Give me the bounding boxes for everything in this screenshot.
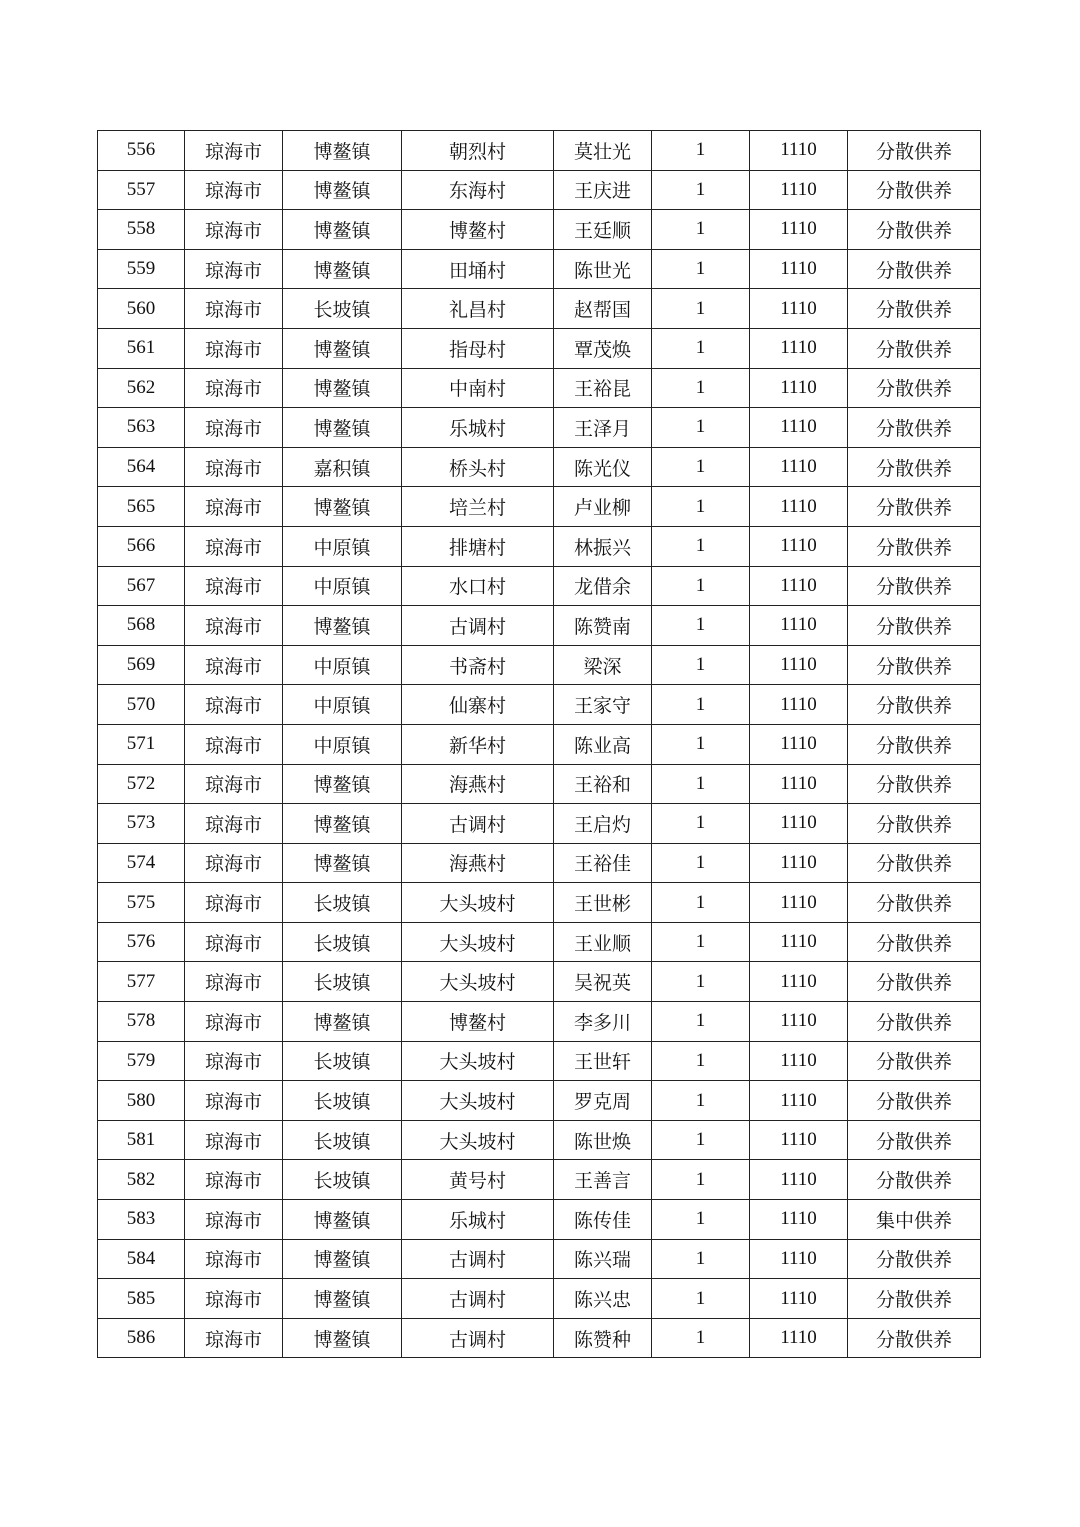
cell-name: 王庆进 <box>554 170 652 210</box>
cell-support-type: 分散供养 <box>848 487 981 527</box>
cell-amount: 1110 <box>750 883 848 923</box>
cell-support-type: 分散供养 <box>848 526 981 566</box>
cell-support-type: 分散供养 <box>848 1120 981 1160</box>
cell-city: 琼海市 <box>185 962 283 1002</box>
cell-name: 陈赞种 <box>554 1318 652 1358</box>
table-row <box>98 170 981 210</box>
cell-town: 长坡镇 <box>283 962 402 1002</box>
cell-city: 琼海市 <box>185 1081 283 1121</box>
cell-amount: 1110 <box>750 764 848 804</box>
cell-village: 乐城村 <box>402 408 554 448</box>
cell-village: 田埇村 <box>402 249 554 289</box>
cell-serial-number: 575 <box>98 883 185 923</box>
cell-count: 1 <box>652 487 750 527</box>
cell-town: 博鳌镇 <box>283 249 402 289</box>
cell-serial-number: 570 <box>98 685 185 725</box>
cell-city: 琼海市 <box>185 685 283 725</box>
cell-name: 赵帮国 <box>554 289 652 329</box>
cell-support-type: 分散供养 <box>848 685 981 725</box>
table-row <box>98 1318 981 1358</box>
cell-town: 博鳌镇 <box>283 408 402 448</box>
cell-name: 王启灼 <box>554 804 652 844</box>
cell-town: 博鳌镇 <box>283 131 402 171</box>
cell-village: 乐城村 <box>402 1200 554 1240</box>
cell-count: 1 <box>652 1081 750 1121</box>
table-row <box>98 1239 981 1279</box>
cell-amount: 1110 <box>750 1041 848 1081</box>
cell-count: 1 <box>652 1279 750 1319</box>
table-row <box>98 922 981 962</box>
table-row <box>98 249 981 289</box>
cell-count: 1 <box>652 408 750 448</box>
cell-amount: 1110 <box>750 328 848 368</box>
cell-serial-number: 572 <box>98 764 185 804</box>
table-row <box>98 566 981 606</box>
cell-serial-number: 579 <box>98 1041 185 1081</box>
cell-city: 琼海市 <box>185 210 283 250</box>
cell-village: 古调村 <box>402 1239 554 1279</box>
cell-village: 仙寨村 <box>402 685 554 725</box>
cell-name: 王泽月 <box>554 408 652 448</box>
cell-count: 1 <box>652 170 750 210</box>
cell-serial-number: 569 <box>98 645 185 685</box>
cell-serial-number: 576 <box>98 922 185 962</box>
table-row <box>98 289 981 329</box>
cell-support-type: 分散供养 <box>848 328 981 368</box>
cell-town: 博鳌镇 <box>283 1002 402 1042</box>
cell-town: 长坡镇 <box>283 922 402 962</box>
cell-village: 博鳌村 <box>402 1002 554 1042</box>
cell-serial-number: 560 <box>98 289 185 329</box>
cell-count: 1 <box>652 1239 750 1279</box>
cell-amount: 1110 <box>750 922 848 962</box>
cell-amount: 1110 <box>750 566 848 606</box>
cell-amount: 1110 <box>750 1120 848 1160</box>
cell-support-type: 分散供养 <box>848 1081 981 1121</box>
table-row <box>98 1160 981 1200</box>
cell-town: 长坡镇 <box>283 1041 402 1081</box>
cell-amount: 1110 <box>750 1002 848 1042</box>
cell-city: 琼海市 <box>185 1239 283 1279</box>
cell-count: 1 <box>652 645 750 685</box>
cell-support-type: 分散供养 <box>848 922 981 962</box>
cell-support-type: 分散供养 <box>848 131 981 171</box>
cell-name: 王廷顺 <box>554 210 652 250</box>
cell-name: 陈业高 <box>554 724 652 764</box>
cell-village: 指母村 <box>402 328 554 368</box>
cell-city: 琼海市 <box>185 566 283 606</box>
table-row <box>98 1120 981 1160</box>
cell-name: 王裕和 <box>554 764 652 804</box>
cell-village: 大头坡村 <box>402 1081 554 1121</box>
cell-support-type: 集中供养 <box>848 1200 981 1240</box>
cell-town: 博鳌镇 <box>283 1239 402 1279</box>
cell-amount: 1110 <box>750 1081 848 1121</box>
cell-name: 陈赞南 <box>554 606 652 646</box>
cell-serial-number: 561 <box>98 328 185 368</box>
cell-count: 1 <box>652 685 750 725</box>
cell-name: 梁深 <box>554 645 652 685</box>
cell-count: 1 <box>652 447 750 487</box>
cell-amount: 1110 <box>750 408 848 448</box>
cell-town: 博鳌镇 <box>283 368 402 408</box>
cell-town: 长坡镇 <box>283 1120 402 1160</box>
cell-serial-number: 559 <box>98 249 185 289</box>
cell-village: 书斋村 <box>402 645 554 685</box>
cell-serial-number: 583 <box>98 1200 185 1240</box>
cell-serial-number: 564 <box>98 447 185 487</box>
cell-count: 1 <box>652 1200 750 1240</box>
table-row <box>98 1041 981 1081</box>
table-row <box>98 210 981 250</box>
cell-count: 1 <box>652 131 750 171</box>
cell-name: 李多川 <box>554 1002 652 1042</box>
cell-village: 大头坡村 <box>402 1041 554 1081</box>
cell-city: 琼海市 <box>185 645 283 685</box>
cell-support-type: 分散供养 <box>848 883 981 923</box>
cell-city: 琼海市 <box>185 1002 283 1042</box>
cell-town: 博鳌镇 <box>283 1200 402 1240</box>
cell-village: 大头坡村 <box>402 922 554 962</box>
cell-city: 琼海市 <box>185 606 283 646</box>
cell-city: 琼海市 <box>185 1200 283 1240</box>
cell-name: 王世彬 <box>554 883 652 923</box>
cell-name: 陈世焕 <box>554 1120 652 1160</box>
cell-village: 海燕村 <box>402 764 554 804</box>
cell-village: 培兰村 <box>402 487 554 527</box>
cell-city: 琼海市 <box>185 487 283 527</box>
cell-village: 中南村 <box>402 368 554 408</box>
cell-city: 琼海市 <box>185 447 283 487</box>
cell-name: 王裕佳 <box>554 843 652 883</box>
cell-count: 1 <box>652 210 750 250</box>
table-row <box>98 328 981 368</box>
cell-town: 长坡镇 <box>283 1160 402 1200</box>
cell-name: 陈光仪 <box>554 447 652 487</box>
table-row <box>98 883 981 923</box>
cell-count: 1 <box>652 922 750 962</box>
cell-name: 陈兴瑞 <box>554 1239 652 1279</box>
cell-amount: 1110 <box>750 804 848 844</box>
table-row <box>98 962 981 1002</box>
cell-serial-number: 563 <box>98 408 185 448</box>
cell-town: 中原镇 <box>283 685 402 725</box>
cell-amount: 1110 <box>750 1200 848 1240</box>
cell-count: 1 <box>652 606 750 646</box>
table-row <box>98 685 981 725</box>
cell-serial-number: 586 <box>98 1318 185 1358</box>
cell-serial-number: 573 <box>98 804 185 844</box>
cell-support-type: 分散供养 <box>848 566 981 606</box>
cell-city: 琼海市 <box>185 289 283 329</box>
cell-city: 琼海市 <box>185 170 283 210</box>
cell-amount: 1110 <box>750 1160 848 1200</box>
table-row <box>98 131 981 171</box>
table-row <box>98 606 981 646</box>
cell-serial-number: 566 <box>98 526 185 566</box>
cell-town: 嘉积镇 <box>283 447 402 487</box>
cell-town: 博鳌镇 <box>283 328 402 368</box>
cell-serial-number: 582 <box>98 1160 185 1200</box>
cell-count: 1 <box>652 1318 750 1358</box>
cell-town: 长坡镇 <box>283 1081 402 1121</box>
cell-serial-number: 571 <box>98 724 185 764</box>
cell-support-type: 分散供养 <box>848 289 981 329</box>
cell-name: 覃茂焕 <box>554 328 652 368</box>
cell-village: 新华村 <box>402 724 554 764</box>
table-row <box>98 368 981 408</box>
cell-city: 琼海市 <box>185 804 283 844</box>
cell-amount: 1110 <box>750 487 848 527</box>
table-row <box>98 447 981 487</box>
table-row <box>98 487 981 527</box>
cell-serial-number: 558 <box>98 210 185 250</box>
cell-amount: 1110 <box>750 210 848 250</box>
cell-support-type: 分散供养 <box>848 1318 981 1358</box>
cell-village: 古调村 <box>402 1318 554 1358</box>
cell-city: 琼海市 <box>185 1279 283 1319</box>
cell-support-type: 分散供养 <box>848 843 981 883</box>
cell-amount: 1110 <box>750 1318 848 1358</box>
cell-name: 王业顺 <box>554 922 652 962</box>
cell-support-type: 分散供养 <box>848 249 981 289</box>
cell-town: 博鳌镇 <box>283 606 402 646</box>
cell-count: 1 <box>652 368 750 408</box>
cell-support-type: 分散供养 <box>848 606 981 646</box>
cell-serial-number: 585 <box>98 1279 185 1319</box>
cell-town: 博鳌镇 <box>283 170 402 210</box>
cell-amount: 1110 <box>750 645 848 685</box>
cell-city: 琼海市 <box>185 368 283 408</box>
cell-serial-number: 578 <box>98 1002 185 1042</box>
cell-count: 1 <box>652 764 750 804</box>
cell-name: 王世轩 <box>554 1041 652 1081</box>
cell-serial-number: 567 <box>98 566 185 606</box>
cell-count: 1 <box>652 1002 750 1042</box>
cell-count: 1 <box>652 804 750 844</box>
table-row <box>98 1002 981 1042</box>
cell-name: 龙借余 <box>554 566 652 606</box>
cell-town: 长坡镇 <box>283 289 402 329</box>
cell-amount: 1110 <box>750 685 848 725</box>
cell-village: 博鳌村 <box>402 210 554 250</box>
table-row <box>98 804 981 844</box>
cell-village: 古调村 <box>402 1279 554 1319</box>
cell-town: 长坡镇 <box>283 883 402 923</box>
cell-village: 礼昌村 <box>402 289 554 329</box>
table-body <box>98 131 981 1358</box>
cell-serial-number: 574 <box>98 843 185 883</box>
cell-support-type: 分散供养 <box>848 1160 981 1200</box>
cell-city: 琼海市 <box>185 408 283 448</box>
cell-serial-number: 581 <box>98 1120 185 1160</box>
table-row <box>98 764 981 804</box>
cell-support-type: 分散供养 <box>848 962 981 1002</box>
cell-count: 1 <box>652 249 750 289</box>
cell-city: 琼海市 <box>185 1041 283 1081</box>
cell-support-type: 分散供养 <box>848 804 981 844</box>
cell-amount: 1110 <box>750 170 848 210</box>
cell-support-type: 分散供养 <box>848 764 981 804</box>
cell-city: 琼海市 <box>185 131 283 171</box>
cell-city: 琼海市 <box>185 883 283 923</box>
cell-name: 吴祝英 <box>554 962 652 1002</box>
cell-name: 陈世光 <box>554 249 652 289</box>
cell-city: 琼海市 <box>185 1318 283 1358</box>
cell-support-type: 分散供养 <box>848 447 981 487</box>
cell-amount: 1110 <box>750 1279 848 1319</box>
cell-town: 博鳌镇 <box>283 210 402 250</box>
cell-village: 大头坡村 <box>402 883 554 923</box>
cell-support-type: 分散供养 <box>848 724 981 764</box>
cell-support-type: 分散供养 <box>848 645 981 685</box>
table-row <box>98 724 981 764</box>
cell-village: 大头坡村 <box>402 962 554 1002</box>
cell-town: 博鳌镇 <box>283 487 402 527</box>
cell-amount: 1110 <box>750 249 848 289</box>
cell-name: 王裕昆 <box>554 368 652 408</box>
cell-serial-number: 565 <box>98 487 185 527</box>
cell-name: 莫壮光 <box>554 131 652 171</box>
cell-amount: 1110 <box>750 131 848 171</box>
cell-amount: 1110 <box>750 368 848 408</box>
cell-amount: 1110 <box>750 724 848 764</box>
cell-village: 古调村 <box>402 606 554 646</box>
cell-serial-number: 577 <box>98 962 185 1002</box>
cell-town: 中原镇 <box>283 645 402 685</box>
cell-amount: 1110 <box>750 447 848 487</box>
cell-village: 东海村 <box>402 170 554 210</box>
cell-serial-number: 556 <box>98 131 185 171</box>
cell-amount: 1110 <box>750 1239 848 1279</box>
cell-village: 大头坡村 <box>402 1120 554 1160</box>
cell-amount: 1110 <box>750 526 848 566</box>
cell-name: 陈传佳 <box>554 1200 652 1240</box>
table-row <box>98 1081 981 1121</box>
cell-amount: 1110 <box>750 289 848 329</box>
table-row <box>98 843 981 883</box>
cell-serial-number: 584 <box>98 1239 185 1279</box>
cell-town: 博鳌镇 <box>283 804 402 844</box>
cell-village: 排塘村 <box>402 526 554 566</box>
cell-village: 古调村 <box>402 804 554 844</box>
cell-amount: 1110 <box>750 962 848 1002</box>
table-row <box>98 1200 981 1240</box>
cell-support-type: 分散供养 <box>848 1279 981 1319</box>
cell-support-type: 分散供养 <box>848 408 981 448</box>
cell-count: 1 <box>652 289 750 329</box>
cell-amount: 1110 <box>750 606 848 646</box>
cell-city: 琼海市 <box>185 922 283 962</box>
cell-name: 王善言 <box>554 1160 652 1200</box>
cell-name: 林振兴 <box>554 526 652 566</box>
cell-village: 水口村 <box>402 566 554 606</box>
cell-town: 博鳌镇 <box>283 1318 402 1358</box>
cell-count: 1 <box>652 526 750 566</box>
cell-count: 1 <box>652 328 750 368</box>
cell-city: 琼海市 <box>185 1160 283 1200</box>
cell-serial-number: 568 <box>98 606 185 646</box>
cell-village: 黄号村 <box>402 1160 554 1200</box>
table-row <box>98 645 981 685</box>
cell-town: 博鳌镇 <box>283 764 402 804</box>
cell-count: 1 <box>652 1041 750 1081</box>
cell-village: 海燕村 <box>402 843 554 883</box>
cell-support-type: 分散供养 <box>848 210 981 250</box>
cell-count: 1 <box>652 962 750 1002</box>
cell-name: 卢业柳 <box>554 487 652 527</box>
cell-serial-number: 562 <box>98 368 185 408</box>
table-row <box>98 526 981 566</box>
cell-village: 朝烈村 <box>402 131 554 171</box>
cell-support-type: 分散供养 <box>848 368 981 408</box>
table-row <box>98 1279 981 1319</box>
cell-serial-number: 580 <box>98 1081 185 1121</box>
cell-support-type: 分散供养 <box>848 1002 981 1042</box>
cell-city: 琼海市 <box>185 843 283 883</box>
cell-support-type: 分散供养 <box>848 1041 981 1081</box>
cell-city: 琼海市 <box>185 328 283 368</box>
table-row <box>98 408 981 448</box>
cell-city: 琼海市 <box>185 764 283 804</box>
cell-town: 博鳌镇 <box>283 1279 402 1319</box>
cell-village: 桥头村 <box>402 447 554 487</box>
cell-town: 博鳌镇 <box>283 843 402 883</box>
cell-count: 1 <box>652 724 750 764</box>
cell-count: 1 <box>652 843 750 883</box>
cell-count: 1 <box>652 1160 750 1200</box>
cell-city: 琼海市 <box>185 724 283 764</box>
cell-name: 陈兴忠 <box>554 1279 652 1319</box>
cell-support-type: 分散供养 <box>848 170 981 210</box>
cell-name: 罗克周 <box>554 1081 652 1121</box>
cell-count: 1 <box>652 566 750 606</box>
cell-town: 中原镇 <box>283 724 402 764</box>
cell-count: 1 <box>652 1120 750 1160</box>
cell-city: 琼海市 <box>185 249 283 289</box>
cell-town: 中原镇 <box>283 566 402 606</box>
cell-city: 琼海市 <box>185 526 283 566</box>
cell-serial-number: 557 <box>98 170 185 210</box>
cell-city: 琼海市 <box>185 1120 283 1160</box>
cell-count: 1 <box>652 883 750 923</box>
cell-name: 王家守 <box>554 685 652 725</box>
cell-support-type: 分散供养 <box>848 1239 981 1279</box>
cell-town: 中原镇 <box>283 526 402 566</box>
recipient-table <box>97 130 981 1358</box>
cell-amount: 1110 <box>750 843 848 883</box>
